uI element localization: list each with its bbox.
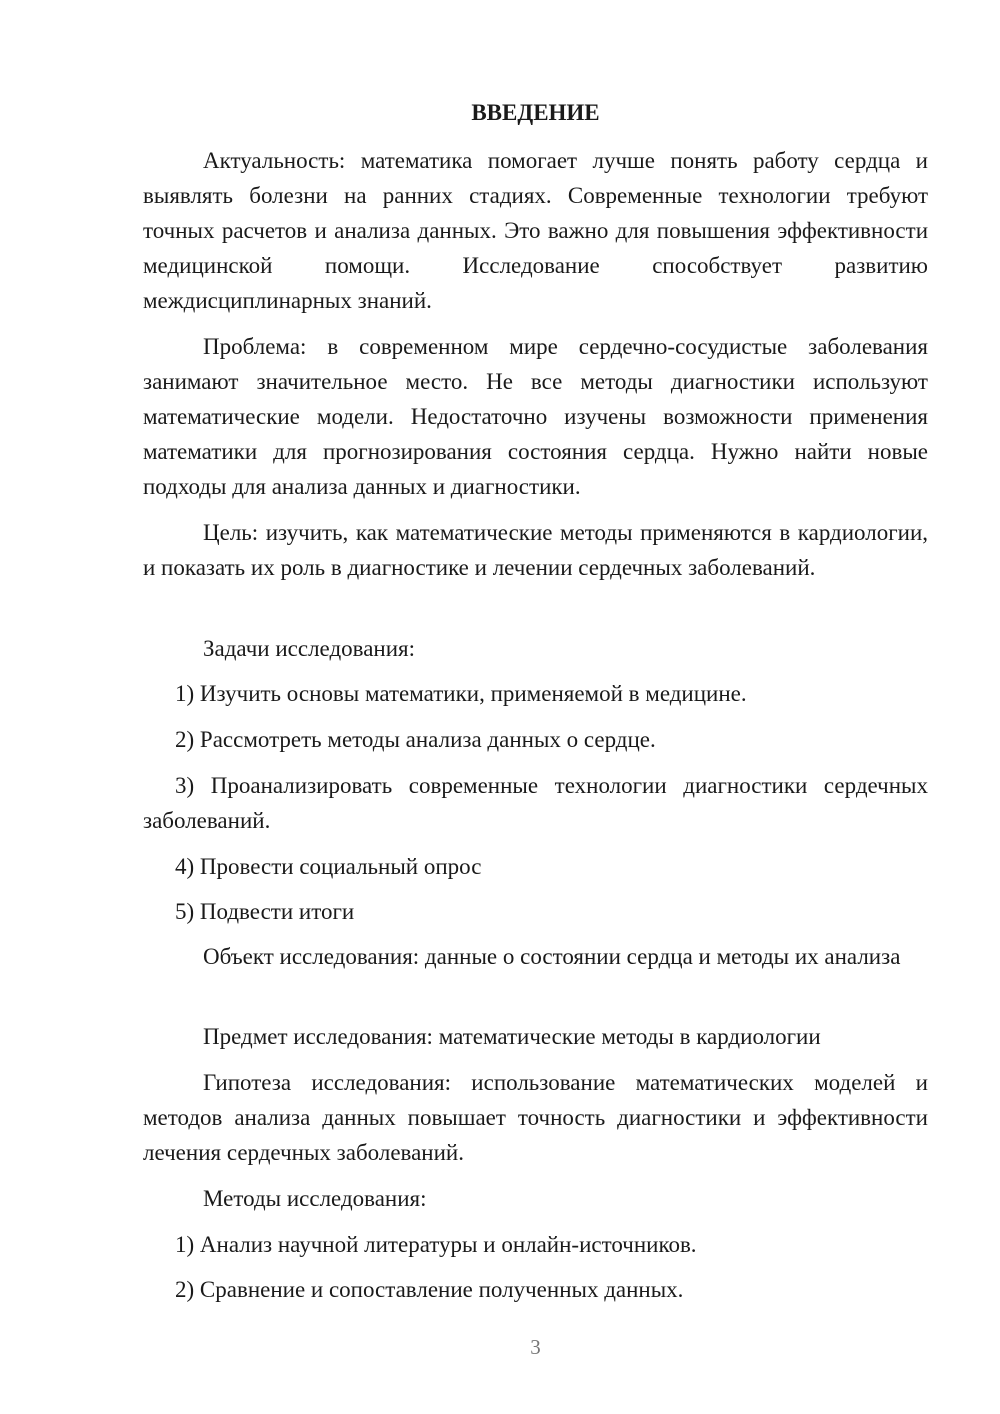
- goal-paragraph: Цель: изучить, как математические методы применяются в кардиологии, и показать их роль в диагностике и лечении сердечных заболеваний.: [143, 520, 928, 580]
- page-number: 3: [530, 1335, 541, 1359]
- task-item-4: 4) Провести социальный опрос: [175, 854, 482, 879]
- task-item-5: 5) Подвести итоги: [175, 899, 355, 924]
- subject-paragraph: Предмет исследования: математические методы в кардиологии: [203, 1024, 821, 1049]
- task-item-2: 2) Рассмотреть методы анализа данных о сердце.: [175, 727, 656, 752]
- section-heading: ВВЕДЕНИЕ: [471, 100, 600, 125]
- methods-title: Методы исследования:: [203, 1186, 427, 1211]
- problem-paragraph: Проблема: в современном мире сердечно-сосудистые заболевания занимают значительное место. Не все методы диагностики используют математические модели. Недостаточно изучены возможности применения математики для прогнозирования состояния сердца. Нужно найти новые подходы для анализа данных и диагностики.: [143, 334, 928, 499]
- relevance-paragraph: Актуальность: математика помогает лучше понять работу сердца и выявлять болезни на ранних стадиях. Современные технологии требуют точных расчетов и анализа данных. Это важно для повышения эффективности медицинской помощи. Исследование способствует развитию междисциплинарных знаний.: [143, 148, 928, 313]
- task-item-3: 3) Проанализировать современные технологии диагностики сердечных заболеваний.: [143, 773, 928, 833]
- tasks-title: Задачи исследования:: [203, 636, 416, 661]
- object-paragraph: Объект исследования: данные о состоянии сердца и методы их анализа: [203, 944, 901, 969]
- hypothesis-paragraph: Гипотеза исследования: использование математических моделей и методов анализа данных повышает точность диагностики и эффективности лечения сердечных заболеваний.: [143, 1070, 928, 1165]
- method-item-1: 1) Анализ научной литературы и онлайн-источников.: [175, 1232, 697, 1257]
- task-item-1: 1) Изучить основы математики, применяемой в медицине.: [175, 681, 747, 706]
- method-item-2: 2) Сравнение и сопоставление полученных данных.: [175, 1277, 684, 1302]
